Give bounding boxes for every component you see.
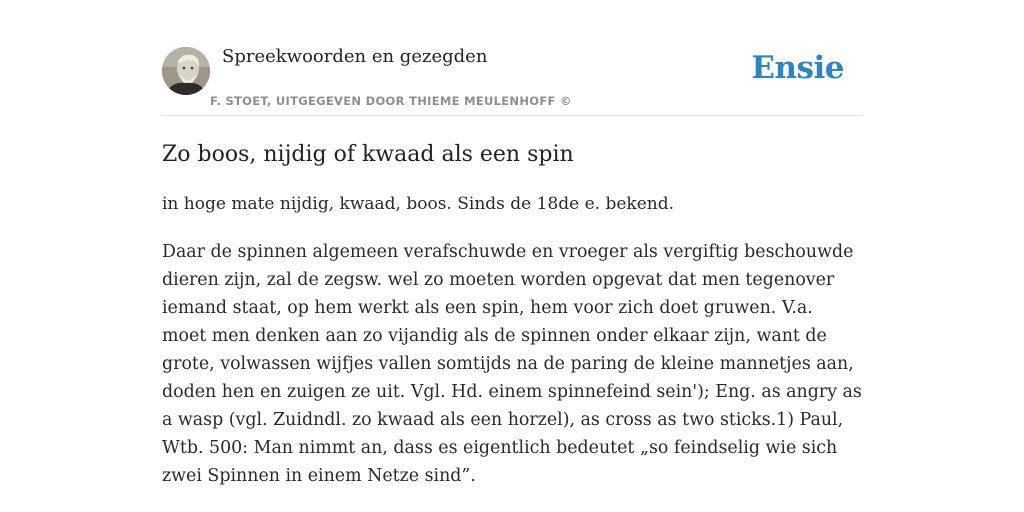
- ensie-logo[interactable]: Ensie: [751, 50, 844, 86]
- source-credit: F. STOET, UITGEGEVEN DOOR THIEME MEULENHOFF ©: [210, 94, 572, 108]
- entry-title: Zo boos, nijdig of kwaad als een spin: [162, 142, 574, 167]
- author-portrait-icon[interactable]: [162, 47, 210, 95]
- source-title[interactable]: Spreekwoorden en gezegden: [222, 46, 488, 67]
- portrait-image: [162, 47, 210, 95]
- entry-content: [162, 140, 862, 490]
- entry-explanation: Daar de spinnen algemeen verafschuwde en vroeger als vergiftig beschouwde dieren zijn, zal de zegsw. wel zo moeten worden opgevat dat men tegenover iemand staat, op hem werkt als een spin, hem voor zich doet gruwen. V.a. moet men denken aan zo vijandig als de spinnen onder elkaar zijn, want de grote, volwassen wijfjes vallen somtijds na de paring de kleine mannetjes aan, doden hen en zuigen ze uit. Vgl. Hd. einem spinnefeind sein'); Eng. as angry as a wasp (vgl. Zuidndl. zo kwaad als een horzel), as cross as two sticks.1) Paul, Wtb. 500: Man nimmt an, dass es eigentlich bedeutet „so feindselig wie sich zwei Spinnen in einem Netze sind”.: [162, 242, 862, 486]
- entry-definition: in hoge mate nijdig, kwaad, boos. Sinds de 18de e. bekend.: [162, 194, 675, 214]
- source-header: [162, 44, 862, 116]
